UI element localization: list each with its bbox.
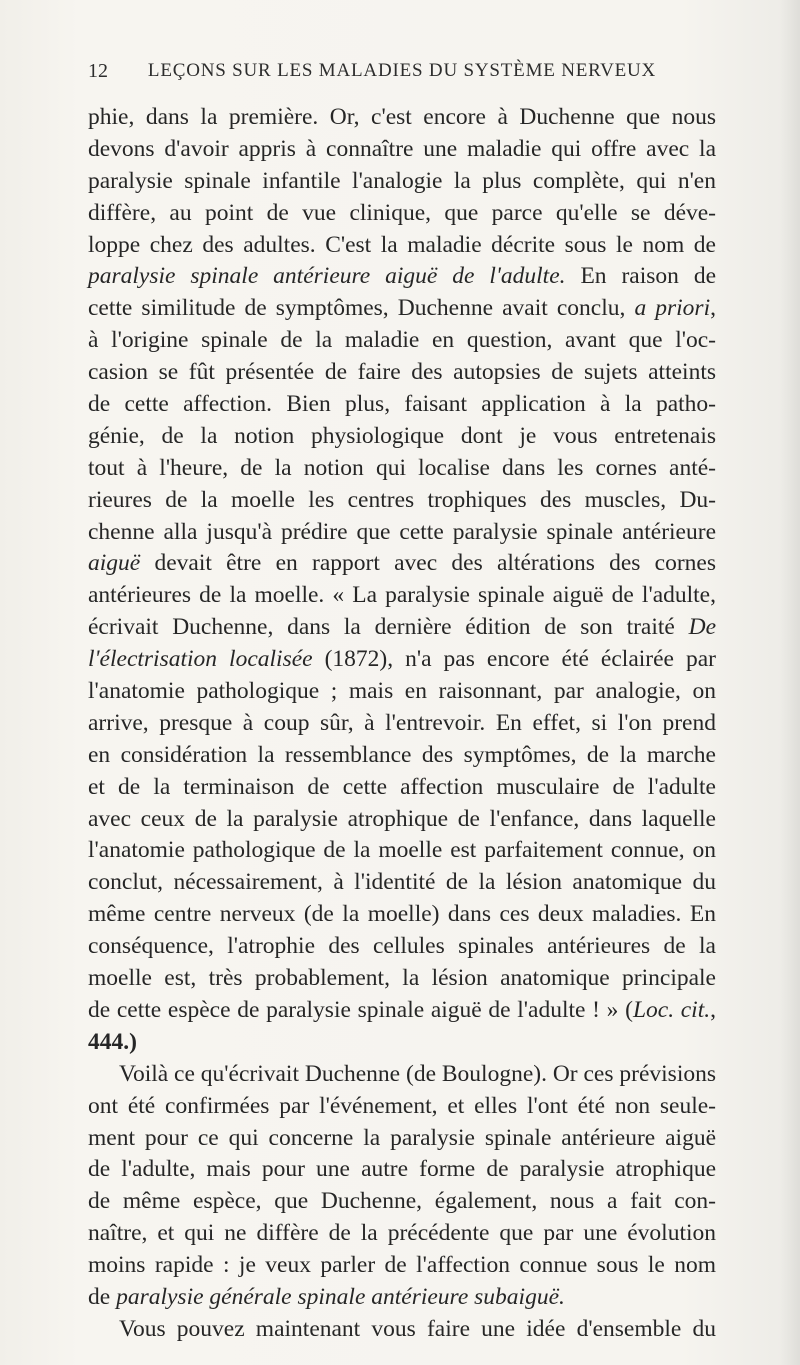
text-segment: moins rapide : je veux parler de l'affection connue sous le nom <box>88 1252 716 1279</box>
text-line <box>88 517 716 549</box>
text-segment: arrive, presque à coup sûr, à l'entrevoir. En effet, si l'on prend <box>88 709 716 736</box>
text-segment: antérieures de la moelle. « La paralysie spinale aiguë de l'adulte, <box>88 582 716 609</box>
text-line <box>88 389 716 421</box>
italic-segment: paralysie générale spinale antérieure subaiguë. <box>116 1283 565 1310</box>
page-edge-shadow <box>780 0 800 1365</box>
text-line <box>88 804 716 836</box>
text-line <box>88 1123 716 1155</box>
text-segment: de cette espèce de paralysie spinale aiguë de l'adulte ! » ( <box>88 996 633 1023</box>
text-segment: Vous pouvez maintenant vous faire une idée d'ensemble du <box>119 1315 716 1342</box>
text-line <box>88 548 716 580</box>
italic-segment: Loc. cit. <box>632 996 711 1023</box>
text-segment: diffère, au point de vue clinique, que parce qu'elle se déve- <box>88 199 716 226</box>
text-segment: l'anatomie pathologique de la moelle est parfaitement connue, on <box>88 837 716 864</box>
text-line <box>88 1027 716 1059</box>
text-segment: ment pour ce qui concerne la paralysie spinale antérieure aiguë <box>88 1124 716 1151</box>
italic-segment: paralysie spinale antérieure aiguë de l'adulte. <box>88 263 566 290</box>
text-line <box>88 1059 716 1091</box>
text-segment: loppe chez des adultes. C'est la maladie décrite sous le nom de <box>88 231 716 258</box>
text-segment: , <box>710 295 716 322</box>
text-segment: ont été confirmées par l'événement, et elles l'ont été non seule- <box>88 1092 716 1119</box>
text-line <box>88 1314 716 1346</box>
text-line <box>88 1250 716 1282</box>
text-line <box>88 931 716 963</box>
text-line <box>88 740 716 772</box>
text-segment: naître, et qui ne diffère de la précédente que par une évolution <box>88 1220 716 1247</box>
text-segment: conclut, nécessairement, à l'identité de la lésion anatomique du <box>88 869 716 896</box>
text-line <box>88 293 716 325</box>
text-line <box>88 899 716 931</box>
text-segment: génie, de la notion physiologique dont je vous entretenais <box>88 422 716 449</box>
text-segment: en considération la ressemblance des symptômes, de la marche <box>88 741 716 768</box>
text-line <box>88 580 716 612</box>
text-line <box>88 995 716 1027</box>
body-text <box>88 102 716 1346</box>
text-segment: cette similitude de symptômes, Duchenne avait conclu, <box>88 295 635 322</box>
running-title: LEÇONS SUR LES MALADIES DU SYSTÈME NERVEUX <box>147 60 657 81</box>
text-segment: écrivait Duchenne, dans la dernière édition de son traité <box>88 614 689 641</box>
text-line <box>88 134 716 166</box>
text-line <box>88 1186 716 1218</box>
text-line <box>88 1282 716 1314</box>
text-line <box>88 1091 716 1123</box>
text-line <box>88 421 716 453</box>
text-line <box>88 1218 716 1250</box>
text-line <box>88 835 716 867</box>
text-segment: paralysie spinale infantile l'analogie la plus complète, qui n'en <box>88 167 716 194</box>
text-segment: même centre nerveux (de la moelle) dans ces deux maladies. En <box>88 901 716 928</box>
text-segment: avec ceux de la paralysie atrophique de l'enfance, dans laquelle <box>88 805 716 832</box>
text-segment: En raison de <box>565 263 717 290</box>
text-segment: rieures de la moelle les centres trophiques des muscles, Du- <box>88 486 716 513</box>
italic-segment: aiguë <box>88 550 141 577</box>
text-line <box>88 612 716 644</box>
text-line <box>88 1154 716 1186</box>
text-line <box>88 485 716 517</box>
text-line <box>88 676 716 708</box>
text-line <box>88 644 716 676</box>
text-line <box>88 166 716 198</box>
text-segment: conséquence, l'atrophie des cellules spinales antérieures de la <box>88 933 716 960</box>
text-segment: (1872), n'a pas encore été éclairée par <box>312 646 716 673</box>
text-line <box>88 772 716 804</box>
italic-segment: De <box>688 614 716 641</box>
text-segment: de l'adulte, mais pour une autre forme de paralysie atrophique <box>88 1156 716 1183</box>
text-line <box>88 261 716 293</box>
text-segment: phie, dans la première. Or, c'est encore à Duchenne que nous <box>88 104 716 130</box>
page-number: 12 <box>88 60 108 82</box>
text-segment: Voilà ce qu'écrivait Duchenne (de Boulogne). Or ces prévisions <box>119 1060 716 1087</box>
italic-segment: a priori <box>634 295 711 322</box>
text-segment: chenne alla jusqu'à prédire que cette paralysie spinale antérieure <box>88 518 716 545</box>
text-line <box>88 708 716 740</box>
text-segment: devait être en rapport avec des altérations des cornes <box>140 550 716 577</box>
text-line <box>88 453 716 485</box>
text-segment: , <box>710 996 716 1023</box>
text-line <box>88 357 716 389</box>
text-line <box>88 198 716 230</box>
text-segment: devons d'avoir appris à connaître une maladie qui offre avec la <box>88 135 716 162</box>
text-segment: à l'origine spinale de la maladie en question, avant que l'oc- <box>88 327 716 354</box>
text-segment: de même espèce, que Duchenne, également, nous a fait con- <box>88 1188 716 1215</box>
italic-segment: l'électrisation localisée <box>88 646 313 673</box>
text-segment: de cette affection. Bien plus, faisant application à la patho- <box>88 391 716 418</box>
bold-segment: 444.) <box>88 1028 137 1055</box>
page-header <box>88 60 716 92</box>
text-segment: moelle est, très probablement, la lésion anatomique principale <box>88 965 716 992</box>
text-segment: tout à l'heure, de la notion qui localise dans les cornes anté- <box>88 454 716 481</box>
text-line <box>88 230 716 262</box>
text-segment: de <box>88 1283 117 1310</box>
text-line <box>88 867 716 899</box>
text-line <box>88 102 716 134</box>
text-line <box>88 963 716 995</box>
text-segment: et de la terminaison de cette affection musculaire de l'adulte <box>88 773 716 800</box>
text-line <box>88 325 716 357</box>
text-segment: casion se fût présentée de faire des autopsies de sujets atteints <box>88 359 716 386</box>
text-segment: l'anatomie pathologique ; mais en raisonnant, par analogie, on <box>88 678 716 705</box>
